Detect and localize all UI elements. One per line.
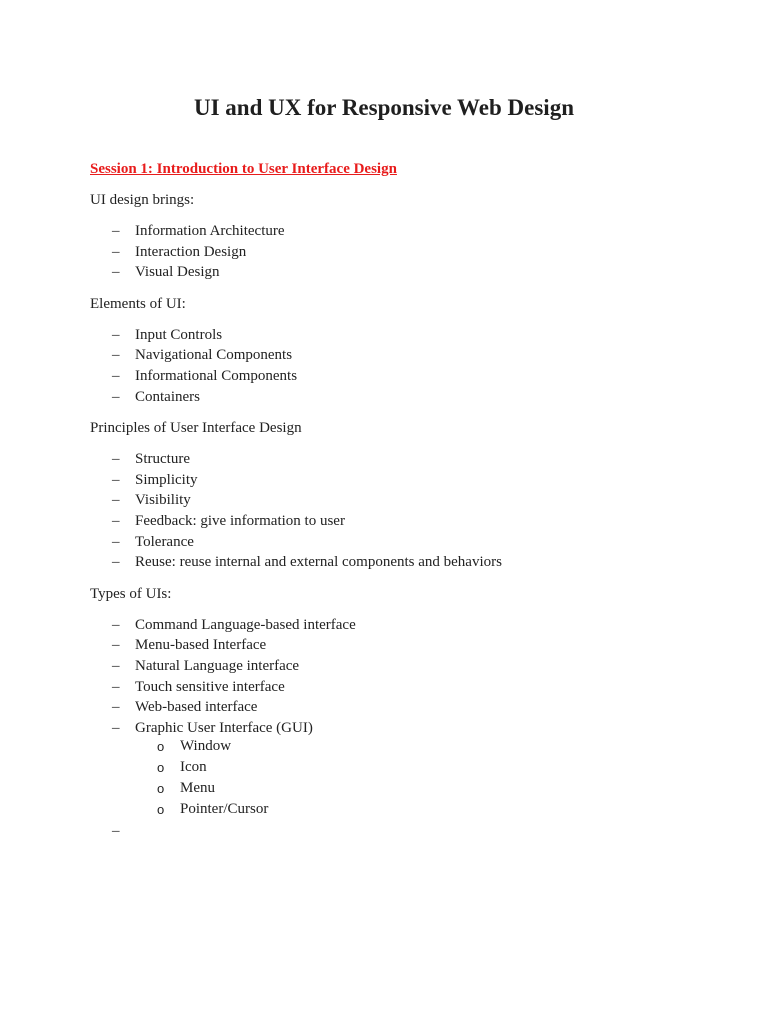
list-gui-subitems: [135, 736, 708, 820]
dash-bullet: –: [112, 699, 120, 716]
list-item-text: Information Architecture: [135, 223, 285, 239]
list-item: [90, 677, 708, 698]
dash-bullet: –: [112, 471, 120, 488]
section-intro-principles: Principles of User Interface Design: [90, 420, 302, 437]
list-types-of-uis: [90, 615, 708, 821]
dash-bullet: –: [112, 719, 120, 736]
section-intro-ui-design-brings: UI design brings:: [90, 192, 195, 208]
list-item: [90, 221, 708, 242]
sub-list-item-text: Icon: [180, 759, 207, 776]
list-item: [90, 490, 708, 511]
list-elements-of-ui: [90, 325, 708, 407]
list-item-text: Simplicity: [135, 471, 198, 488]
list-ui-design-brings: [90, 221, 708, 283]
list-item-text: Tolerance: [135, 533, 194, 550]
list-item-text: Natural Language interface: [135, 657, 300, 674]
list-item: [90, 345, 708, 366]
list-item-text: Touch sensitive interface: [135, 678, 285, 695]
dash-bullet: –: [112, 533, 120, 550]
dash-bullet: –: [112, 347, 120, 364]
list-item: [90, 387, 708, 408]
list-item: [90, 242, 708, 263]
list-item-text: Visibility: [135, 492, 191, 509]
dash-bullet: –: [112, 223, 120, 239]
dash-bullet: –: [112, 823, 120, 840]
dash-bullet: –: [112, 616, 120, 633]
sub-list-item: [135, 757, 708, 778]
list-item: [90, 697, 708, 718]
list-item: [90, 552, 708, 573]
sub-list-item-text: Window: [180, 738, 232, 755]
dash-bullet: –: [112, 388, 120, 405]
sub-list-item-text: Pointer/Cursor: [180, 801, 269, 818]
list-item: [90, 470, 708, 491]
circle-bullet: o: [157, 781, 165, 797]
list-item: [90, 366, 708, 387]
section-intro-elements-of-ui: Elements of UI:: [90, 295, 186, 312]
list-item-text: Web-based interface: [135, 699, 258, 716]
list-principles: [90, 449, 708, 573]
list-item: [90, 325, 708, 346]
list-item-text: Visual Design: [135, 264, 220, 281]
session-heading: Session 1: Introduction to User Interface Design: [90, 161, 397, 177]
list-item-text: Structure: [135, 451, 190, 468]
list-item-text: Menu-based Interface: [135, 637, 267, 654]
sub-list-item: [135, 736, 708, 757]
sub-list-item-text: Menu: [180, 780, 215, 797]
list-item-text: Graphic User Interface (GUI): [135, 719, 313, 736]
list-item: [90, 615, 708, 636]
section-intro-types-of-uis: Types of UIs:: [90, 585, 172, 602]
dash-bullet: –: [112, 326, 120, 343]
list-item-text: Navigational Components: [135, 347, 293, 364]
empty-list-item: [90, 821, 708, 842]
sub-list-item: [135, 799, 708, 820]
dash-bullet: –: [112, 637, 120, 654]
sub-list-item: [135, 778, 708, 799]
list-item-text: Reuse: reuse internal and external components and behaviors: [135, 554, 502, 571]
document-title: UI and UX for Responsive Web Design: [194, 95, 574, 120]
dash-bullet: –: [112, 657, 120, 674]
circle-bullet: o: [157, 739, 165, 755]
dash-bullet: –: [112, 554, 120, 571]
list-item: [90, 532, 708, 553]
dash-bullet: –: [112, 512, 120, 529]
dash-bullet: –: [112, 678, 120, 695]
list-item-text: Interaction Design: [135, 243, 247, 260]
dash-bullet: –: [112, 243, 120, 260]
list-item: [90, 718, 708, 821]
dash-bullet: –: [112, 264, 120, 281]
list-item-text: Input Controls: [135, 326, 223, 343]
list-item: [90, 656, 708, 677]
list-item-text: Containers: [135, 388, 200, 405]
circle-bullet: o: [157, 802, 165, 818]
list-item: [90, 635, 708, 656]
list-item-text: Feedback: give information to user: [135, 512, 345, 529]
list-item-text: Informational Components: [135, 367, 298, 384]
circle-bullet: o: [157, 760, 165, 776]
dash-bullet: –: [112, 451, 120, 468]
list-item: [90, 511, 708, 532]
list-item: [90, 262, 708, 283]
list-item-text: Command Language-based interface: [135, 616, 356, 633]
dash-bullet: –: [112, 492, 120, 509]
dash-bullet: –: [112, 367, 120, 384]
list-item: [90, 449, 708, 470]
